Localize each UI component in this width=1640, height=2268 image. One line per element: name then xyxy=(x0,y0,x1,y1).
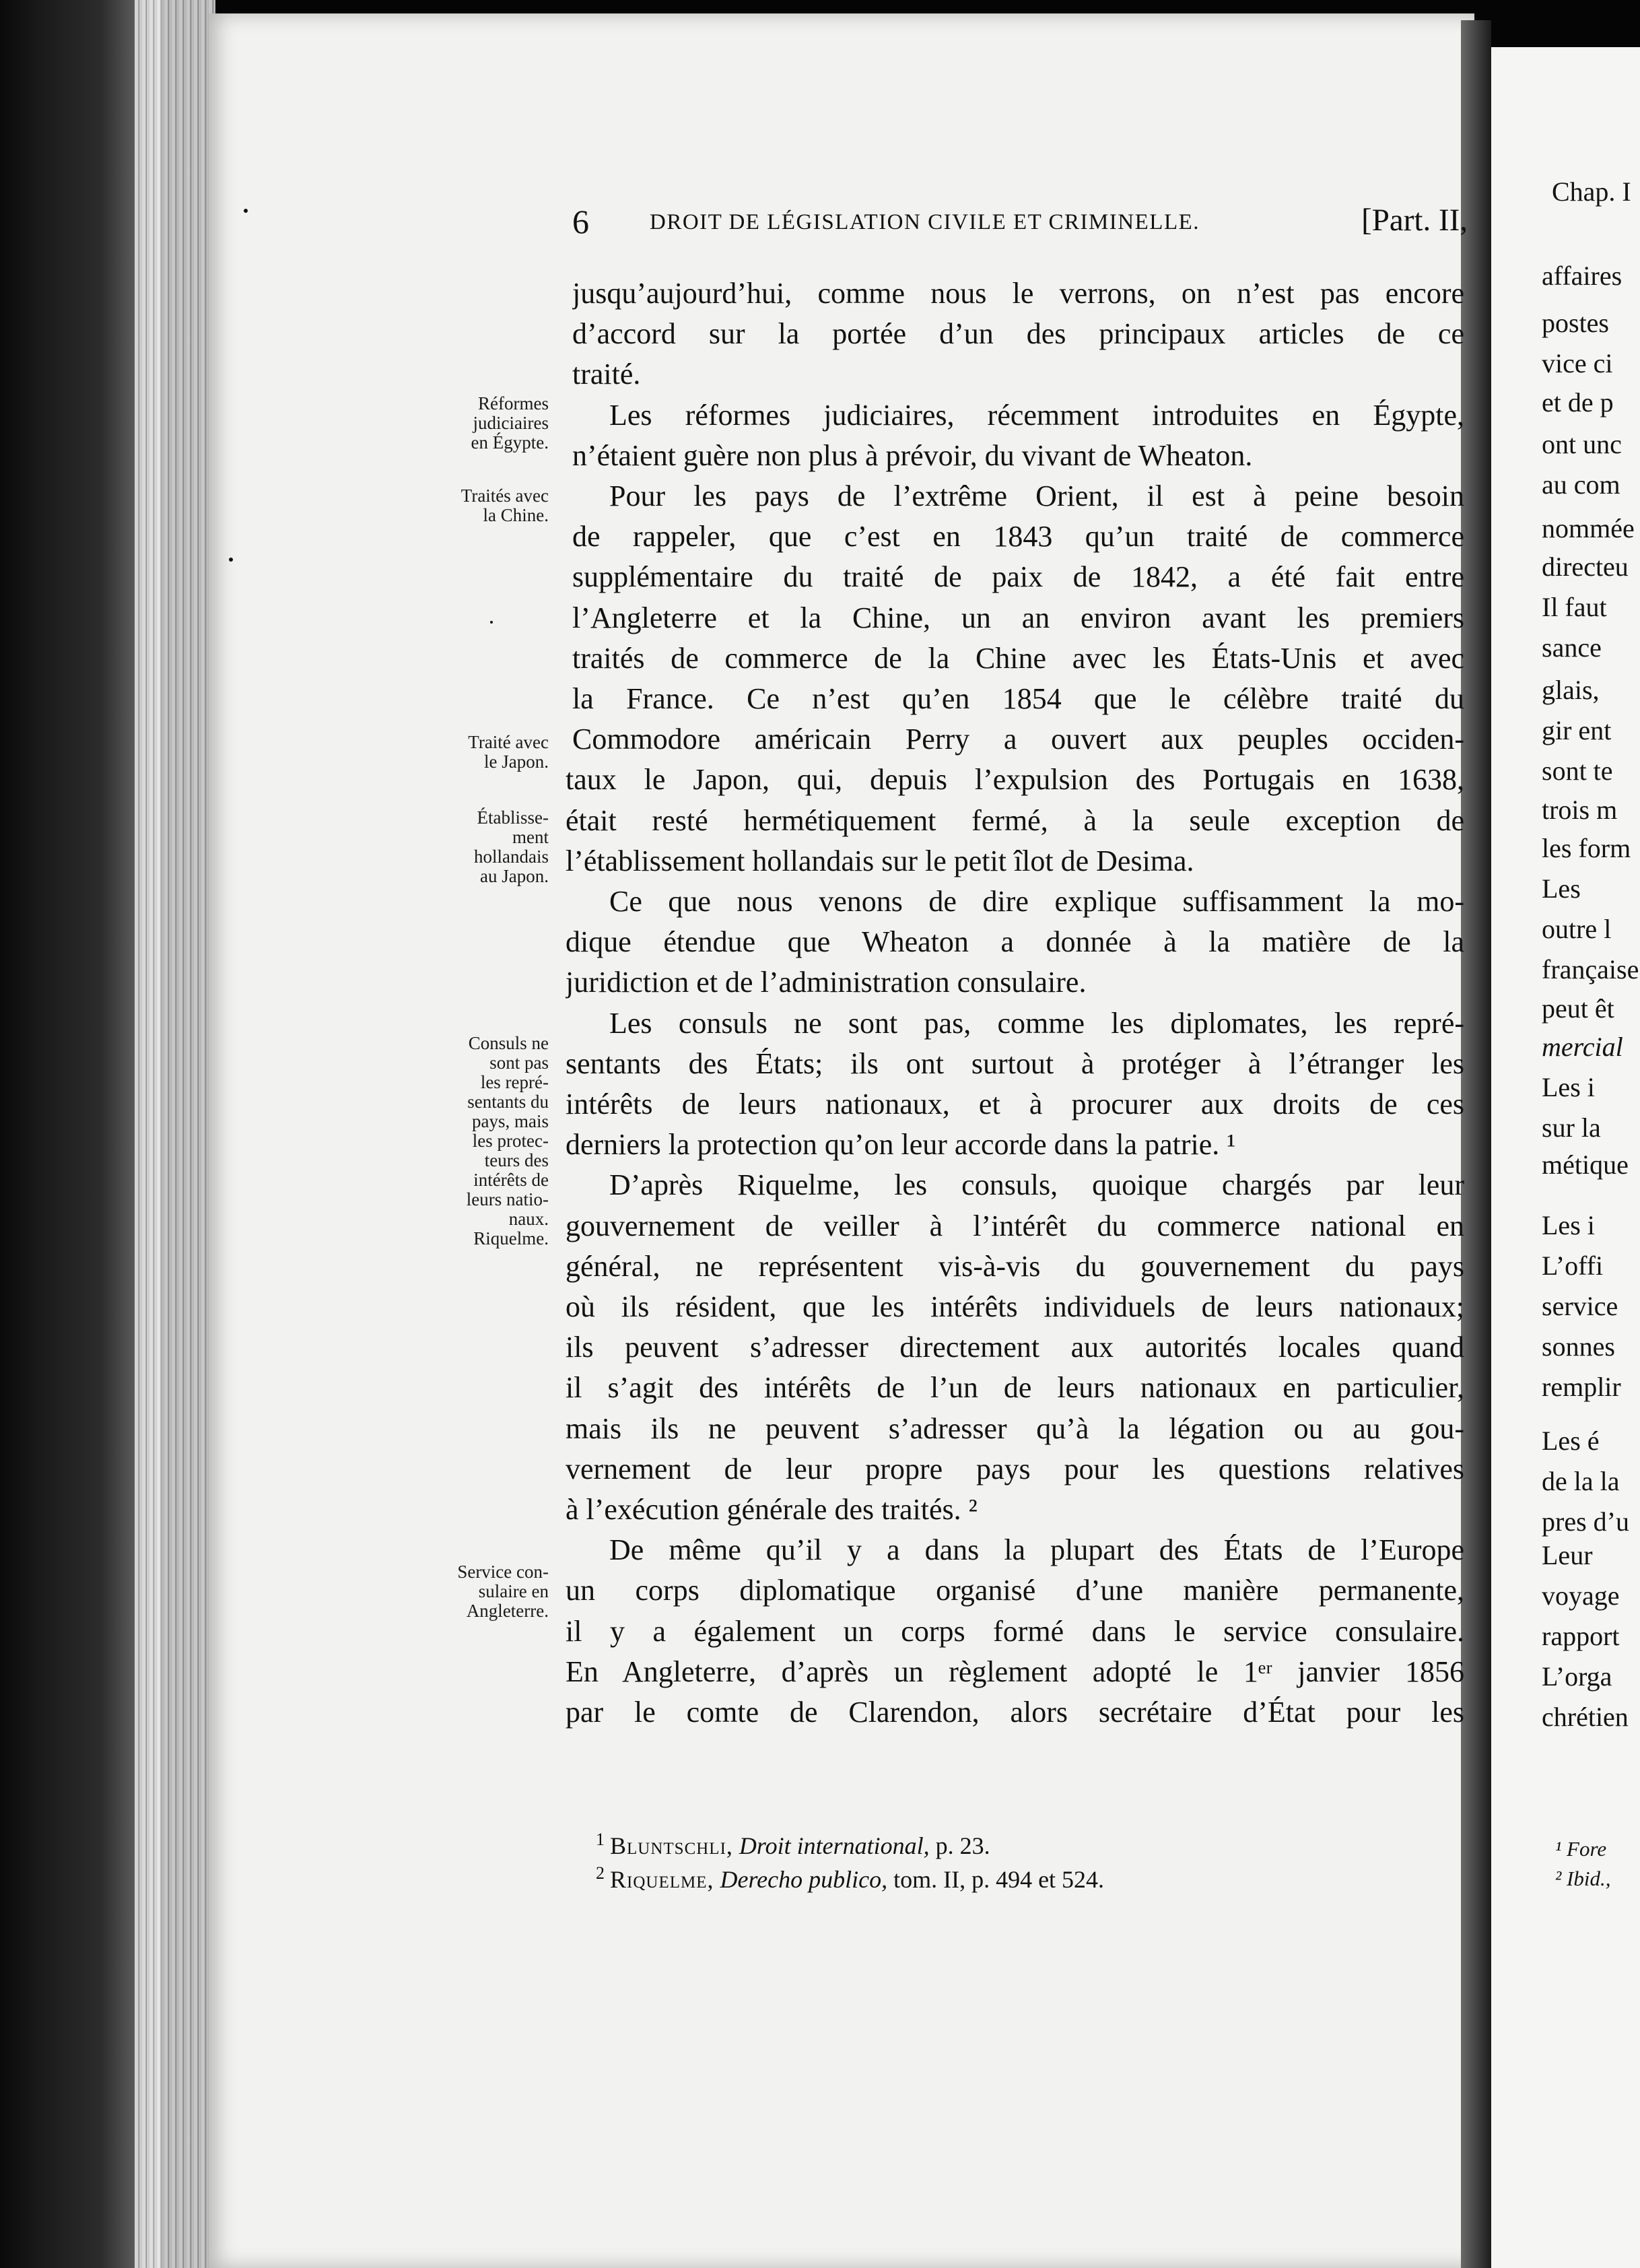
body-line: Les consuls ne sont pas, comme les diplomates, les repré- xyxy=(609,1006,1464,1040)
body-line: la France. Ce n’est qu’en 1854 que le célèbre traité du xyxy=(572,682,1464,715)
side-note-line: sentants du xyxy=(467,1092,549,1112)
body-line: juridiction et de l’administration consulaire. xyxy=(566,966,1087,999)
body-line: intérêts de leurs nationaux, et à procurer aux droits de ces xyxy=(566,1088,1464,1121)
facing-page-footnote: ² Ibid., xyxy=(1555,1867,1611,1890)
facing-page-line: rapport xyxy=(1542,1621,1620,1651)
body-line: de rappeler, que c’est en 1843 qu’un traité de commerce xyxy=(572,520,1464,554)
page-header xyxy=(572,202,1468,242)
ink-speck xyxy=(229,558,233,562)
facing-page-line: glais, xyxy=(1542,675,1600,705)
facing-page-line: voyage xyxy=(1542,1580,1620,1611)
side-note-line: Angleterre. xyxy=(466,1601,549,1621)
body-line: il s’agit des intérêts de l’un de leurs nationaux en particulier, xyxy=(566,1371,1464,1405)
footnote-title: Derecho publico, xyxy=(720,1866,888,1893)
body-line: gouvernement de veiller à l’intérêt du commerce national en xyxy=(566,1209,1464,1242)
body-line: vernement de leur propre pays pour les questions relatives xyxy=(566,1452,1464,1486)
facing-page-line: postes xyxy=(1542,308,1609,338)
facing-page-line: au com xyxy=(1542,469,1620,500)
body-line: général, ne représentent vis-à-vis du gouvernement du pays xyxy=(566,1249,1464,1283)
page-fold-shadow xyxy=(1461,20,1491,2268)
body-line: traités de commerce de la Chine avec les États-Unis et avec xyxy=(572,641,1464,675)
side-note-line: judiciaires xyxy=(473,413,549,433)
side-note xyxy=(404,808,549,886)
part-label: [Part. II, xyxy=(1361,203,1468,238)
facing-page-line: L’orga xyxy=(1542,1661,1612,1692)
page-number: 6 xyxy=(572,203,589,240)
facing-page-line: pres d’u xyxy=(1542,1506,1629,1537)
facing-page-line: service xyxy=(1542,1291,1618,1321)
body-line: il y a également un corps formé dans le service consulaire. xyxy=(566,1614,1464,1648)
facing-page-footnote: ¹ Fore xyxy=(1555,1837,1607,1861)
body-line: De même qu’il y a dans la plupart des États de l’Europe xyxy=(609,1533,1464,1567)
body-line: un corps diplomatique organisé d’une manière permanente, xyxy=(566,1574,1464,1607)
side-note-line: Traités avec xyxy=(460,486,549,506)
body-line: où ils résident, que les intérêts individuels de leurs nationaux; xyxy=(566,1290,1464,1323)
side-note-line: en Égypte. xyxy=(471,432,549,453)
facing-page-line: sance xyxy=(1542,632,1602,663)
side-note-line: la Chine. xyxy=(483,505,549,525)
side-note-line: sulaire en xyxy=(478,1581,549,1601)
facing-page-line: mercial xyxy=(1542,1032,1623,1062)
body-line: D’après Riquelme, les consuls, quoique chargés par leur xyxy=(609,1168,1464,1202)
page-stack-edges xyxy=(135,0,215,2268)
body-line: En Angleterre, d’après un règlement adopté le 1ᵉʳ janvier 1856 xyxy=(566,1655,1464,1688)
body-line: Les réformes judiciaires, récemment introduites en Égypte, xyxy=(609,398,1464,432)
body-line: était resté hermétiquement fermé, à la seule exception de xyxy=(566,803,1464,837)
side-note xyxy=(404,1034,549,1248)
facing-page-line: remplir xyxy=(1542,1372,1621,1402)
ink-speck xyxy=(490,621,493,624)
side-note-line: Établisse- xyxy=(477,807,549,828)
facing-page-line: sont te xyxy=(1542,756,1613,786)
facing-page-line: française xyxy=(1542,954,1639,985)
facing-page-line: Les i xyxy=(1542,1210,1595,1240)
facing-page-line: Les i xyxy=(1542,1072,1595,1102)
facing-page-line: gir ent xyxy=(1542,715,1612,745)
body-line: Commodore américain Perry a ouvert aux peuples occiden- xyxy=(572,723,1464,756)
side-note-line: hollandais xyxy=(474,846,549,867)
facing-page-line: vice ci xyxy=(1542,348,1613,378)
side-note-line: Service con- xyxy=(457,1562,549,1582)
side-note-line: intérêts de xyxy=(473,1170,549,1190)
footnote-rest: p. 23. xyxy=(929,1832,990,1859)
facing-page-line: peut êt xyxy=(1542,993,1614,1024)
side-note-line: pays, mais xyxy=(472,1111,549,1131)
running-title: DROIT DE LÉGISLATION CIVILE ET CRIMINELLE. xyxy=(650,210,1200,234)
side-note-line: naux. xyxy=(508,1209,549,1229)
facing-page-line: affaires xyxy=(1542,261,1622,291)
facing-page-line: sonnes xyxy=(1542,1331,1615,1362)
facing-page-fragment xyxy=(1491,47,1640,2268)
side-note-line: ment xyxy=(512,827,549,847)
side-note-line: teurs des xyxy=(484,1150,549,1170)
body-line: Pour les pays de l’extrême Orient, il est à peine besoin xyxy=(609,479,1464,512)
body-line: traité. xyxy=(572,358,641,391)
body-line: ils peuvent s’adresser directement aux autorités locales quand xyxy=(566,1331,1464,1364)
side-note xyxy=(404,394,549,453)
side-note xyxy=(404,1562,549,1621)
side-note-line: Réformes xyxy=(478,393,549,413)
body-line: taux le Japon, qui, depuis l’expulsion des Portugais en 1638, xyxy=(566,763,1464,797)
facing-page-line: outre l xyxy=(1542,914,1612,944)
side-note-line: Traité avec xyxy=(468,732,549,752)
ink-speck xyxy=(244,209,248,213)
side-note-line: au Japon. xyxy=(480,866,549,886)
facing-page-line: Les é xyxy=(1542,1426,1600,1456)
body-line: l’Angleterre et la Chine, un an environ avant les premiers xyxy=(572,601,1464,634)
side-note xyxy=(404,486,549,525)
body-line: par le comte de Clarendon, alors secrétaire d’État pour les xyxy=(566,1696,1464,1729)
footnote xyxy=(596,1859,1104,1894)
side-note-line: les repré- xyxy=(480,1072,549,1092)
facing-page-line: chrétien xyxy=(1542,1702,1629,1732)
facing-page-line: L’offi xyxy=(1542,1250,1604,1281)
facing-page-line: Leur xyxy=(1542,1540,1593,1570)
facing-page-line: nommée xyxy=(1542,513,1635,543)
facing-page-line: directeu xyxy=(1542,552,1629,582)
facing-page-line: les form xyxy=(1542,833,1631,863)
footnote xyxy=(596,1825,990,1861)
footnote-title: Droit international, xyxy=(739,1832,930,1859)
facing-page-line: métique xyxy=(1542,1149,1629,1180)
facing-page-line: de la la xyxy=(1542,1466,1620,1496)
side-note-line: les protec- xyxy=(472,1131,549,1151)
side-note-line: Riquelme. xyxy=(473,1228,549,1248)
facing-page-line: sur la xyxy=(1542,1112,1601,1143)
footnote-rest: tom. II, p. 494 et 524. xyxy=(887,1866,1105,1893)
side-note-line: leurs natio- xyxy=(466,1189,549,1209)
body-line: l’établissement hollandais sur le petit îlot de Desima. xyxy=(566,844,1194,877)
footnote-num: 1 xyxy=(596,1830,605,1849)
body-line: mais ils ne peuvent s’adresser qu’à la légation ou au gou- xyxy=(566,1411,1464,1445)
facing-page-line: et de p xyxy=(1542,387,1614,418)
facing-page-line: trois m xyxy=(1542,795,1618,825)
facing-page-line: ont unc xyxy=(1542,429,1622,459)
body-line: jusqu’aujourd’hui, comme nous le verrons, on n’est pas encore xyxy=(572,277,1464,310)
side-note-line: Consuls ne xyxy=(468,1033,549,1053)
body-line: sentants des États; ils ont surtout à protéger à l’étranger les xyxy=(566,1046,1464,1080)
side-note xyxy=(404,733,549,772)
footnote-author: Bluntschli, xyxy=(610,1832,733,1859)
body-line: supplémentaire du traité de paix de 1842, a été fait entre xyxy=(572,560,1464,594)
body-line: n’étaient guère non plus à prévoir, du vivant de Wheaton. xyxy=(572,438,1253,472)
facing-page-line: Chap. I xyxy=(1552,176,1631,207)
body-line: d’accord sur la portée d’un des principaux articles de ce xyxy=(572,317,1464,351)
body-line: derniers la protection qu’on leur accorde dans la patrie. ¹ xyxy=(566,1128,1236,1162)
side-note-line: le Japon. xyxy=(484,752,549,772)
footnote-num: 2 xyxy=(596,1863,605,1883)
body-line: à l’exécution générale des traités. ² xyxy=(566,1493,978,1526)
facing-page-line: Il faut xyxy=(1542,592,1607,622)
body-line: Ce que nous venons de dire explique suffisamment la mo- xyxy=(609,885,1464,918)
facing-page-line: Les xyxy=(1542,873,1581,904)
body-line: dique étendue que Wheaton a donnée à la matière de la xyxy=(566,925,1464,959)
side-note-line: sont pas xyxy=(489,1053,549,1073)
footnote-author: Riquelme, xyxy=(610,1866,714,1893)
